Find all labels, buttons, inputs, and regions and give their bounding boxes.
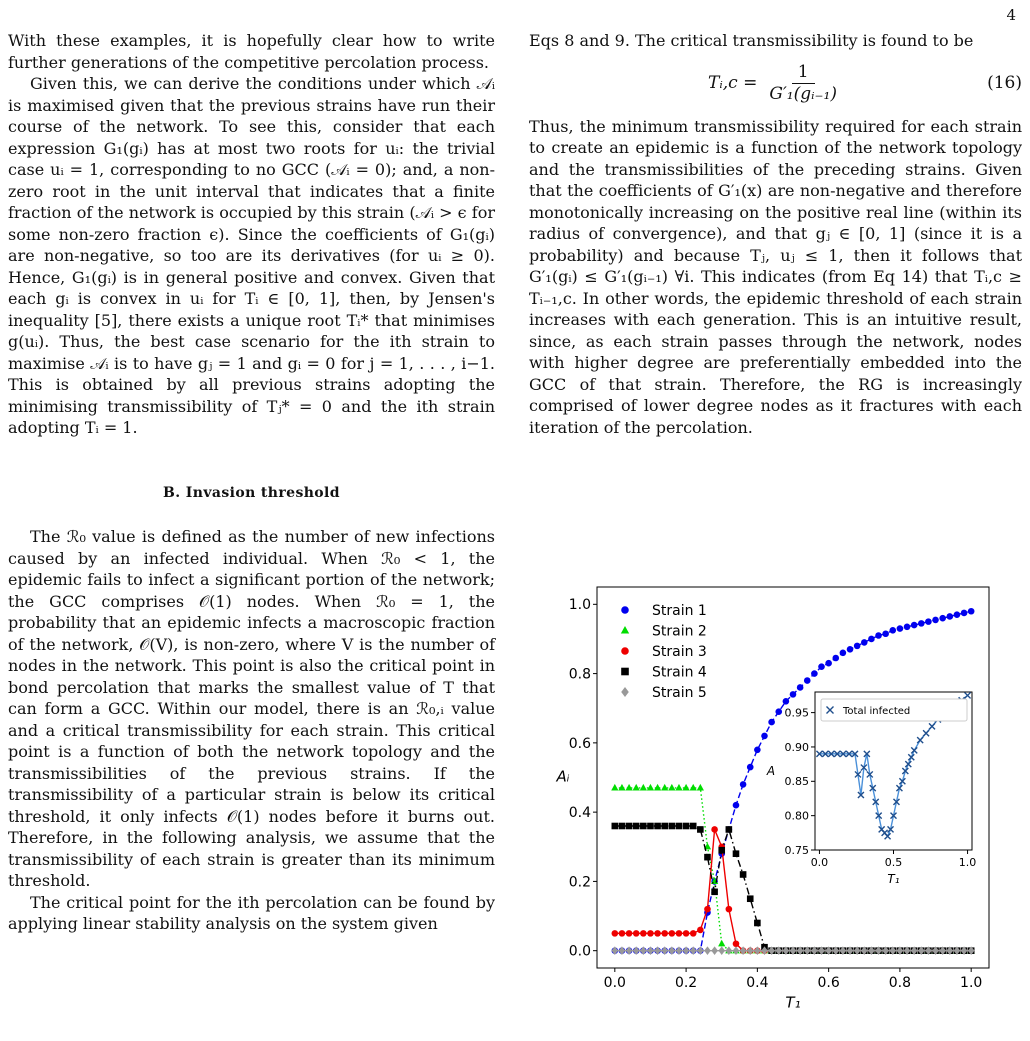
data-point <box>939 615 946 622</box>
data-point <box>669 823 676 830</box>
data-point <box>690 930 697 937</box>
y-tick-label: 0.75 <box>784 843 809 857</box>
data-point <box>704 854 711 861</box>
legend-label: Strain 5 <box>652 684 707 701</box>
data-point <box>747 764 754 771</box>
paragraph: With these examples, it is hopefully clear how to write further generations of the competitive percolation process. <box>8 31 495 72</box>
data-point <box>619 823 626 830</box>
data-point <box>954 611 961 618</box>
y-axis-label: A <box>766 764 776 778</box>
data-point <box>640 823 647 830</box>
legend-marker <box>621 606 629 614</box>
data-point <box>733 802 740 809</box>
data-point <box>832 655 839 662</box>
data-point <box>968 608 975 615</box>
equation-number: (16) <box>987 72 1022 93</box>
data-point <box>811 670 818 677</box>
x-tick-label: 0.8 <box>888 975 912 991</box>
data-point <box>612 823 619 830</box>
data-point <box>697 927 704 934</box>
data-point <box>875 632 882 639</box>
legend-marker <box>621 647 629 655</box>
data-point <box>626 930 633 937</box>
y-tick-label: 0.6 <box>568 735 591 752</box>
data-point <box>711 826 718 833</box>
x-axis-label: T₁ <box>887 872 900 887</box>
data-point <box>683 930 690 937</box>
y-tick-label: 0.90 <box>784 740 809 754</box>
data-point <box>740 871 747 878</box>
x-tick-label: 1.0 <box>958 856 977 869</box>
data-point <box>661 823 668 830</box>
paragraph: Eqs 8 and 9. The critical transmissibility is found to be <box>529 31 974 50</box>
y-tick-label: 0.85 <box>784 775 809 789</box>
data-point <box>768 719 775 726</box>
paragraph: Thus, the minimum transmissibility required for each strain to create an epidemic is a function of the network topology and the transmissibilities of the preceding strains. Given that the coefficients of G′₁(x) are non-negative and therefore monotonically increasing on the positive real line (within its radius of convergence), and that gⱼ ∈ [0, 1] (since it is a probability) and because Tⱼ, uⱼ ≤ 1, then it follows that G′₁(gᵢ) ≤ G′₁(gᵢ₋₁) ∀i. This indicates (from Eq 14) that Tᵢ,c ≥ Tᵢ₋₁,c. In other words, the epidemic threshold of each strain increases with each generation. This is an intuitive result, since, as each strain passes through the network, nodes with higher degree are preferentially embedded into the GCC of that strain. Therefore, the RG is increasingly comprised of lower degree nodes as it fractures with each iteration of the percolation. <box>529 116 1022 437</box>
data-point <box>654 930 661 937</box>
data-point <box>854 643 861 650</box>
equation-numerator: 1 <box>792 62 815 85</box>
data-point <box>676 823 683 830</box>
data-point <box>925 618 932 625</box>
legend-marker <box>621 668 629 676</box>
data-point <box>897 625 904 632</box>
chart <box>545 435 1010 1035</box>
legend <box>821 699 967 721</box>
left-column <box>8 30 495 935</box>
data-point <box>754 920 761 927</box>
legend-label: Total infected <box>843 705 911 717</box>
data-point <box>932 617 939 624</box>
y-tick-label: 0.0 <box>568 943 591 960</box>
data-point <box>790 691 797 698</box>
data-point <box>654 823 661 830</box>
data-point <box>733 940 740 947</box>
data-point <box>683 823 690 830</box>
data-point <box>718 847 725 854</box>
section-heading: B. Invasion threshold <box>163 484 340 501</box>
legend-label: Strain 4 <box>652 664 707 681</box>
data-point <box>633 930 640 937</box>
data-point <box>647 823 654 830</box>
data-point <box>711 889 718 896</box>
x-tick-label: 0.4 <box>746 975 769 991</box>
data-point <box>882 630 889 637</box>
data-point <box>961 610 968 617</box>
x-tick-label: 1.0 <box>960 975 983 991</box>
y-tick-label: 0.2 <box>568 874 591 891</box>
data-point <box>775 708 782 715</box>
data-point <box>947 613 954 620</box>
equation <box>529 52 1022 116</box>
x-axis-label: T₁ <box>785 993 801 1012</box>
data-point <box>747 895 754 902</box>
data-point <box>840 650 847 657</box>
page-number: 4 <box>1006 6 1016 24</box>
data-point <box>669 930 676 937</box>
equation-lhs: Tᵢ,c = <box>708 72 758 93</box>
data-point <box>690 823 697 830</box>
data-point <box>626 823 633 830</box>
data-point <box>726 826 733 833</box>
data-point <box>704 906 711 913</box>
data-point <box>918 620 925 627</box>
data-point <box>740 781 747 788</box>
x-tick-label: 0.5 <box>884 856 903 869</box>
data-point <box>612 930 619 937</box>
y-axis-label: Aᵢ <box>556 767 570 786</box>
data-point <box>661 930 668 937</box>
data-point <box>733 850 740 857</box>
data-point <box>619 930 626 937</box>
data-point <box>889 627 896 634</box>
data-point <box>754 746 761 753</box>
data-point <box>868 636 875 643</box>
data-point <box>633 823 640 830</box>
data-point <box>861 639 868 646</box>
figure <box>545 435 1010 1039</box>
y-tick-label: 1.0 <box>568 597 591 614</box>
data-point <box>825 660 832 667</box>
legend-label: Strain 1 <box>652 602 707 619</box>
data-point <box>911 622 918 629</box>
legend-label: Strain 3 <box>652 643 707 660</box>
x-tick-label: 0.0 <box>603 975 626 991</box>
x-tick-label: 0.0 <box>810 856 829 869</box>
data-point <box>761 733 768 740</box>
y-tick-label: 0.80 <box>784 809 809 823</box>
y-tick-label: 0.8 <box>568 666 591 683</box>
right-column <box>529 30 1022 438</box>
data-point <box>726 906 733 913</box>
y-tick-label: 0.4 <box>568 805 591 822</box>
data-point <box>647 930 654 937</box>
data-point <box>676 930 683 937</box>
data-point <box>697 826 704 833</box>
data-point <box>818 663 825 670</box>
x-tick-label: 0.2 <box>674 975 698 991</box>
y-tick-label: 0.95 <box>784 706 809 720</box>
equation-fraction <box>763 62 843 106</box>
data-point <box>804 677 811 684</box>
data-point <box>783 698 790 705</box>
legend-label: Strain 2 <box>652 623 707 640</box>
data-point <box>904 624 911 631</box>
paragraph: The ℛ₀ value is defined as the number of new infections caused by an infected individual. When ℛ₀ < 1, the epidemic fails to infect a significant portion of the network; the GCC comprises 𝒪(1) nodes. When ℛ₀ = 1, the probability that an epidemic infects a macroscopic fraction of the network, 𝒪(V), is non-zero, where V is the number of nodes in the network. This point is also the critical point in bond percolation that marks the smallest value of T that can form a GCC. Within our model, there is an ℛ₀,ᵢ value and a critical transmissibility for each strain. This critical point is a function of both the network topology and the transmissibilities of the previous strains. If the transmissibility of a particular strain is below its critical threshold, it only infects 𝒪(1) nodes before it burns out. Therefore, in the following analysis, we assume that the transmissibility of each strain is greater than its minimum threshold. <box>8 527 495 890</box>
paragraph: The critical point for the ith percolation can be found by applying linear stability analysis on the system given <box>8 892 495 933</box>
x-tick-label: 0.6 <box>817 975 840 991</box>
data-point <box>640 930 647 937</box>
data-point <box>797 684 804 691</box>
equation-denominator: G′₁(gᵢ₋₁) <box>769 84 837 104</box>
paragraph: Given this, we can derive the conditions under which 𝒜ᵢ is maximised given that the previous strains have run their course of the network. To see this, consider that each expression G₁(gᵢ) has at most two roots for uᵢ: the trivial case uᵢ = 1, corresponding to no GCC (𝒜ᵢ = 0); and, a non-zero root in the unit interval that indicates that a finite fraction of the network is occupied by this strain (𝒜ᵢ > ϵ for some non-zero fraction ϵ). Since the coefficients of G₁(gᵢ) are non-negative, so too are its derivatives (for uᵢ ≥ 0). Hence, G₁(gᵢ) is in general positive and convex. Given that each gᵢ is convex in uᵢ for Tᵢ ∈ [0, 1], then, by Jensen's inequality [5], there exists a unique root Tᵢ* that minimises g(uᵢ). Thus, the best case scenario for the ith strain to maximise 𝒜ᵢ is to have gⱼ = 1 and gᵢ = 0 for j = 1, . . . , i−1. This is obtained by all previous strains adopting the minimising transmissibility of Tⱼ* = 0 and the ith strain adopting Tᵢ = 1. <box>8 74 495 437</box>
data-point <box>847 646 854 653</box>
